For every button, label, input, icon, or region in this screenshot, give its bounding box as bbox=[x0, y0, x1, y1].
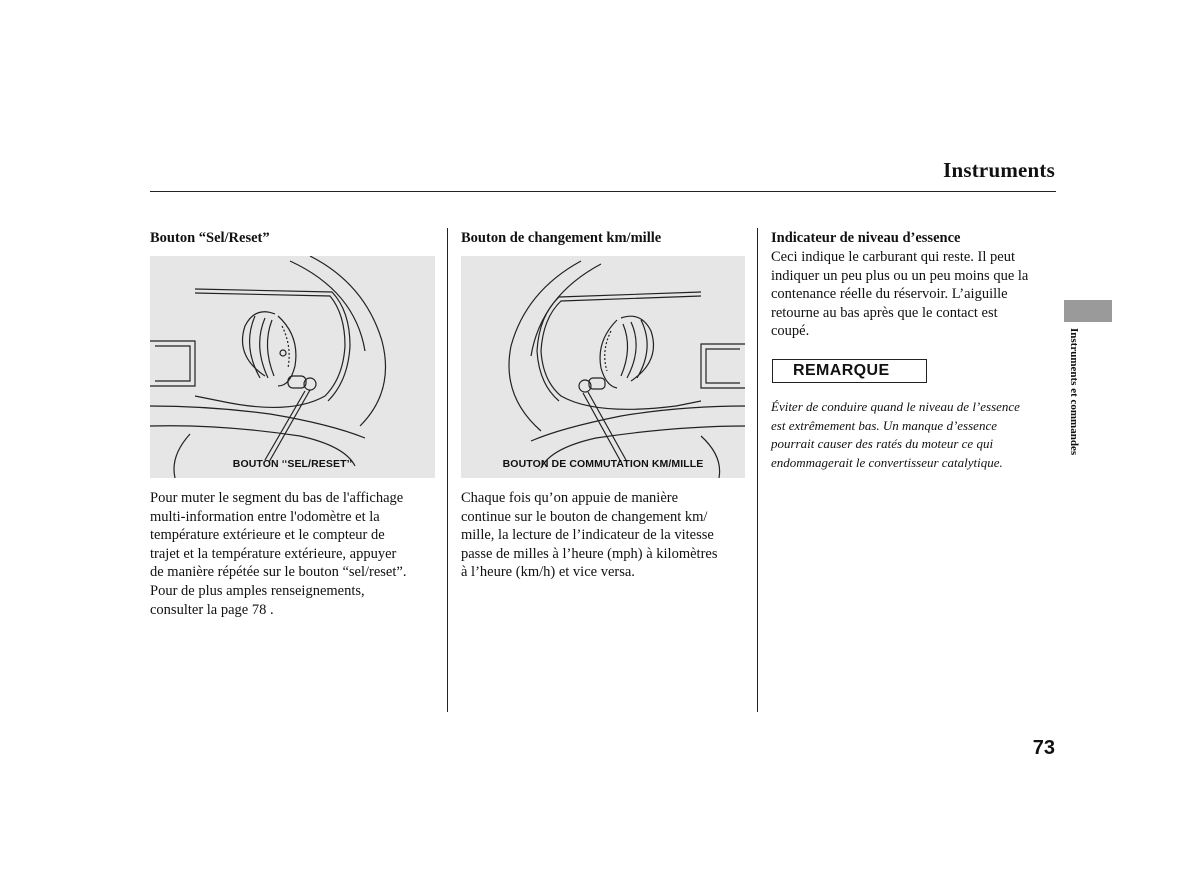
header-rule bbox=[150, 191, 1056, 192]
text-line: à l’heure (km/h) et vice versa. bbox=[461, 564, 635, 581]
text-line: trajet et la température extérieure, appuyer bbox=[150, 545, 397, 562]
text-line: multi-information entre l'odomètre et la bbox=[150, 508, 380, 525]
text-line: température extérieure et le compteur de bbox=[150, 527, 385, 544]
text-line: consulter la page 78 . bbox=[150, 601, 274, 618]
column-divider-2 bbox=[757, 228, 758, 712]
km-mile-figure bbox=[461, 256, 745, 478]
page-title: Instruments bbox=[943, 158, 1055, 182]
text-line: Pour de plus amples renseignements, bbox=[150, 582, 365, 599]
km-mile-caption: BOUTON DE COMMUTATION KM/MILLE bbox=[502, 458, 704, 470]
remarque-box: REMARQUE bbox=[772, 359, 927, 383]
text-line: mille, la lecture de l’indicateur de la vitesse bbox=[461, 527, 714, 544]
km-mile-heading: Bouton de changement km/mille bbox=[461, 230, 662, 246]
note-line: endommagerait le convertisseur catalytique. bbox=[771, 454, 1003, 470]
page-number: 73 bbox=[1032, 737, 1055, 759]
km-mile-paragraph bbox=[461, 489, 751, 582]
text-line: coupé. bbox=[771, 323, 810, 340]
text-line: Chaque fois qu’on appuie de manière bbox=[461, 490, 679, 506]
text-line: contenance réelle du réservoir. L’aiguille bbox=[771, 286, 1008, 303]
sel-reset-figure bbox=[150, 256, 435, 478]
section-tab bbox=[1064, 300, 1112, 322]
text-line: de manière répétée sur le bouton “sel/reset”. bbox=[150, 564, 407, 581]
section-tab-label: Instruments et commandes bbox=[1068, 328, 1080, 456]
note-line: Éviter de conduire quand le niveau de l’essence bbox=[771, 399, 1020, 414]
km-mile-illustration bbox=[461, 256, 745, 478]
sel-reset-illustration bbox=[150, 256, 435, 478]
column-divider-1 bbox=[447, 228, 448, 712]
sel-reset-paragraph bbox=[150, 489, 440, 619]
fuel-gauge-heading: Indicateur de niveau d’essence bbox=[771, 230, 961, 246]
text-line: passe de milles à l’heure (mph) à kilomètres bbox=[461, 545, 718, 562]
sel-reset-caption: BOUTON ‘‘SEL/RESET’’ bbox=[232, 458, 353, 470]
fuel-gauge-paragraph bbox=[771, 248, 1061, 341]
note-line: pourrait causer des ratés du moteur ce qui bbox=[771, 436, 994, 452]
text-line: Ceci indique le carburant qui reste. Il peut bbox=[771, 249, 1015, 265]
remarque-note bbox=[771, 398, 1061, 472]
note-line: est extrêmement bas. Un manque d’essence bbox=[771, 417, 997, 433]
text-line: indiquer un peu plus ou un peu moins que la bbox=[771, 267, 1029, 284]
text-line: retourne au bas après que le contact est bbox=[771, 304, 998, 321]
text-line: Pour muter le segment du bas de l'affichage bbox=[150, 490, 404, 506]
sel-reset-heading: Bouton “Sel/Reset” bbox=[150, 230, 270, 246]
text-line: continue sur le bouton de changement km/ bbox=[461, 508, 708, 525]
